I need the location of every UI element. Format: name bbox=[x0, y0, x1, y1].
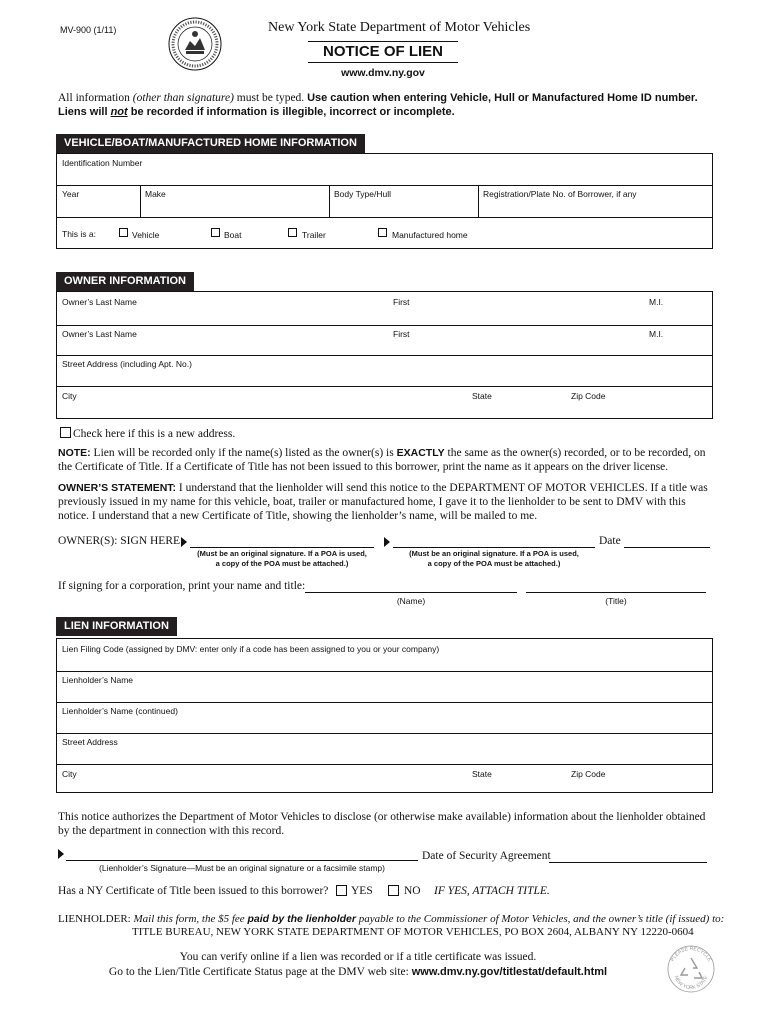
security-agreement-date-line[interactable] bbox=[549, 862, 707, 863]
trailer-option-label: Trailer bbox=[302, 230, 326, 240]
corporation-title-caption: (Title) bbox=[605, 596, 627, 606]
mailing-instructions: LIENHOLDER: Mail this form, the $5 fee paid by the lienholder payable to the Commissioner of Motor Vehicles, and the owner’s title (if issued) to: bbox=[58, 913, 725, 925]
note-paragraph: NOTE: Lien will be recorded only if the name(s) listed as the owner(s) is EXACTLY the same as the owner(s) recorded, or to be recorded, on the Certificate of Title. If a Certificate of Title has not been issued to this borrower, print the name as it appears on the driver license. bbox=[58, 447, 706, 473]
vehicle-checkbox[interactable] bbox=[119, 228, 128, 237]
owner2-poa-note: (Must be an original signature. If a POA is used, a copy of the POA must be attached.) bbox=[409, 549, 579, 568]
owner-zip-field[interactable]: Zip Code bbox=[571, 391, 606, 401]
this-is-a-label: This is a: bbox=[62, 229, 97, 239]
owner-info-box bbox=[56, 291, 713, 419]
sign-arrow-icon bbox=[181, 537, 187, 547]
intro-instructions: All information (other than signature) must be typed. Use caution when entering Vehicle, Hull or Manufactured Home ID number. Liens will not be recorded if information is illegible, incorrect or incomplete. bbox=[58, 92, 698, 118]
authorization-paragraph: This notice authorizes the Department of Motor Vehicles to disclose (or otherwise make available) information about the lienholder obtained by the department in connection with this record. bbox=[58, 811, 706, 837]
owner2-signature-line[interactable] bbox=[393, 547, 595, 548]
lienholder-city-field[interactable]: City bbox=[62, 769, 77, 779]
sign-arrow-icon-2 bbox=[384, 537, 390, 547]
owner-date-label: Date bbox=[599, 535, 621, 547]
corporation-name-line[interactable] bbox=[305, 592, 517, 593]
manufactured-home-checkbox[interactable] bbox=[378, 228, 387, 237]
body-type-field[interactable]: Body Type/Hull bbox=[334, 189, 392, 199]
title-no-label: NO bbox=[404, 885, 421, 897]
department-name: New York State Department of Motor Vehicles bbox=[268, 20, 531, 35]
boat-option-label: Boat bbox=[224, 230, 242, 240]
registration-plate-field[interactable]: Registration/Plate No. of Borrower, if any bbox=[483, 189, 637, 199]
corporation-instruction: If signing for a corporation, print your name and title: bbox=[58, 580, 306, 592]
owner1-last-name-field[interactable]: Owner’s Last Name bbox=[62, 297, 137, 307]
lienholder-signature-caption: (Lienholder’s Signature—Must be an original signature or a facsimile stamp) bbox=[99, 863, 385, 873]
owner-street-field[interactable]: Street Address (including Apt. No.) bbox=[62, 359, 192, 369]
title-no-checkbox[interactable] bbox=[388, 885, 399, 896]
recycle-state-label: NEW YORK STATE bbox=[672, 975, 710, 992]
title-yes-label: YES bbox=[351, 885, 373, 897]
corporation-name-caption: (Name) bbox=[396, 596, 426, 606]
owner1-poa-note: (Must be an original signature. If a POA is used, a copy of the POA must be attached.) bbox=[197, 549, 367, 568]
owner-section-heading: OWNER INFORMATION bbox=[56, 272, 194, 291]
identification-number-field[interactable]: Identification Number bbox=[62, 158, 143, 168]
lienholder-name-continued-field[interactable]: Lienholder’s Name (continued) bbox=[62, 706, 178, 716]
owner-date-line[interactable] bbox=[624, 547, 710, 548]
owner1-mi-field[interactable]: M.I. bbox=[649, 297, 664, 307]
recycle-label: PLEASE RECYCLE bbox=[669, 945, 713, 963]
website: www.dmv.ny.gov bbox=[341, 67, 425, 79]
lienholder-street-field[interactable]: Street Address bbox=[62, 737, 118, 747]
status-page-text: Go to the Lien/Title Certificate Status page at the DMV web site: www.dmv.ny.gov/titlestat/default.html bbox=[108, 966, 608, 978]
corporation-title-line[interactable] bbox=[526, 592, 706, 593]
sign-here-label: OWNER(S): SIGN HERE bbox=[58, 535, 181, 547]
new-address-checkbox[interactable] bbox=[60, 427, 71, 438]
svg-text:PLEASE RECYCLE bbox=[670, 946, 713, 963]
form-title: NOTICE OF LIEN bbox=[323, 43, 443, 60]
owner-city-field[interactable]: City bbox=[62, 391, 77, 401]
manufactured-home-option-label: Manufactured home bbox=[392, 230, 468, 240]
recycle-icon bbox=[666, 944, 716, 994]
mailing-address: TITLE BUREAU, NEW YORK STATE DEPARTMENT OF MOTOR VEHICLES, PO BOX 2604, ALBANY NY 12220-0604 bbox=[132, 926, 694, 938]
new-address-label: Check here if this is a new address. bbox=[73, 428, 236, 440]
title-yes-checkbox[interactable] bbox=[336, 885, 347, 896]
owner2-first-name-field[interactable]: First bbox=[393, 329, 410, 339]
state-seal-icon bbox=[168, 17, 222, 71]
security-agreement-date-label: Date of Security Agreement bbox=[422, 850, 551, 862]
owner1-signature-line[interactable] bbox=[190, 547, 374, 548]
boat-checkbox[interactable] bbox=[211, 228, 220, 237]
lienholder-signature-line[interactable] bbox=[66, 860, 418, 861]
vehicle-section-heading: VEHICLE/BOAT/MANUFACTURED HOME INFORMATION bbox=[56, 134, 365, 153]
lienholder-name-field[interactable]: Lienholder’s Name bbox=[62, 675, 134, 685]
lien-info-box bbox=[56, 638, 713, 793]
owner-state-field[interactable]: State bbox=[472, 391, 492, 401]
form-number: MV-900 (1/11) bbox=[60, 25, 117, 35]
lien-section-heading: LIEN INFORMATION bbox=[56, 617, 177, 636]
vehicle-info-box bbox=[56, 153, 713, 249]
owner-statement: OWNER’S STATEMENT: I understand that the lienholder will send this notice to the DEPARTMENT OF MOTOR VEHICLES. If a title was previously issued in my name for this vehicle, boat, trailer or manufactured home, I gave it to the lienholder to be sent to DMV with this notice. I understand that a new Certificate of Title, showing the lienholder’s name, will be mailed to me. bbox=[58, 482, 708, 522]
attach-title-instruction: IF YES, ATTACH TITLE. bbox=[434, 885, 550, 897]
lienholder-sign-arrow-icon bbox=[58, 849, 64, 859]
title-issued-question: Has a NY Certificate of Title been issued to this borrower? bbox=[58, 885, 329, 897]
vehicle-option-label: Vehicle bbox=[132, 230, 160, 240]
trailer-checkbox[interactable] bbox=[288, 228, 297, 237]
owner2-mi-field[interactable]: M.I. bbox=[649, 329, 664, 339]
lienholder-state-field[interactable]: State bbox=[472, 769, 492, 779]
verify-online-text: You can verify online if a lien was recorded or if a title certificate was issued. bbox=[179, 951, 537, 963]
owner2-last-name-field[interactable]: Owner’s Last Name bbox=[62, 329, 137, 339]
lien-filing-code-field[interactable]: Lien Filing Code (assigned by DMV: enter only if a code has been assigned to you or your company) bbox=[62, 644, 440, 654]
make-field[interactable]: Make bbox=[145, 189, 166, 199]
owner1-first-name-field[interactable]: First bbox=[393, 297, 410, 307]
status-page-link[interactable]: www.dmv.ny.gov/titlestat/default.html bbox=[411, 966, 608, 978]
lienholder-zip-field[interactable]: Zip Code bbox=[571, 769, 606, 779]
year-field[interactable]: Year bbox=[62, 189, 80, 199]
